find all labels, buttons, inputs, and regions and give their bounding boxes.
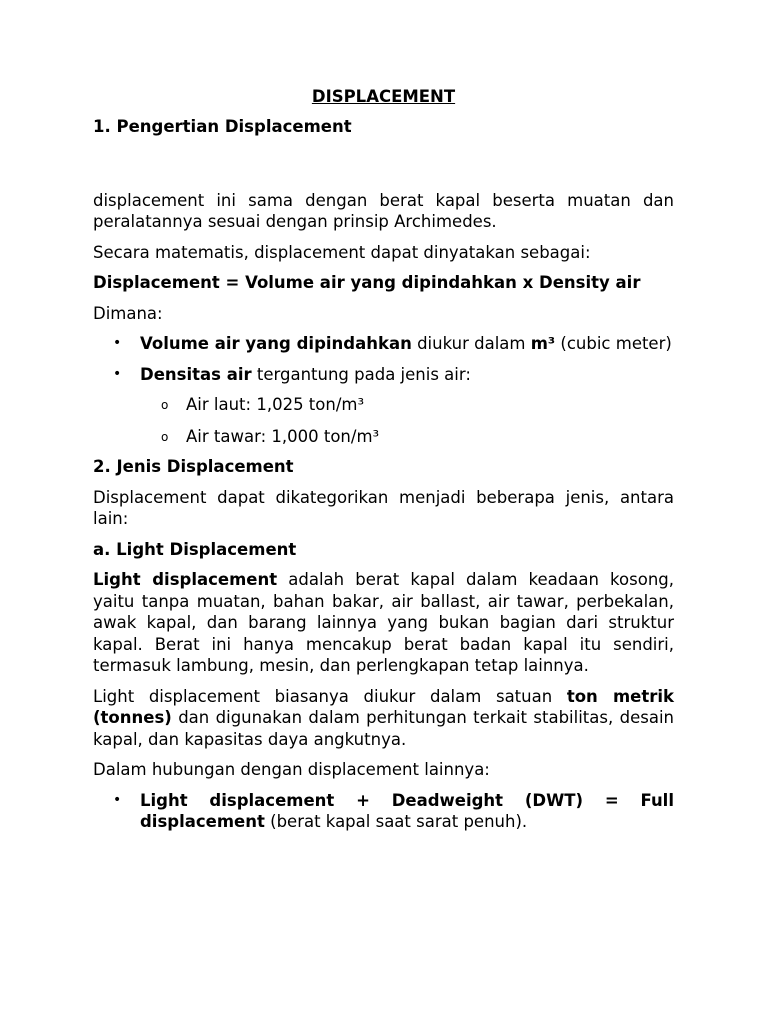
- bullet-text: tergantung pada jenis air:: [251, 364, 471, 384]
- paragraph-text: Light displacement biasanya diukur dalam satuan: [93, 686, 567, 706]
- paragraph-light-displacement: [93, 569, 674, 677]
- bullet-text: (cubic meter): [555, 334, 672, 353]
- bullet-icon: •: [113, 335, 122, 351]
- circle-bullet-icon: o: [161, 429, 169, 444]
- paragraph-units: [93, 686, 674, 751]
- paragraph-math-intro: Secara matematis, displacement dapat dinyatakan sebagai:: [93, 242, 591, 262]
- section-1-heading: 1. Pengertian Displacement: [93, 117, 352, 136]
- bold-term: Light displacement: [93, 570, 278, 589]
- document-title: DISPLACEMENT: [311, 87, 456, 106]
- sub-list-item: [93, 426, 674, 448]
- paragraph-relation: Dalam hubungan dengan displacement lainnya:: [93, 760, 490, 779]
- list-item: [93, 364, 674, 386]
- section-2-heading: 2. Jenis Displacement: [93, 457, 294, 476]
- bullet-text: diukur dalam: [411, 334, 531, 353]
- formula: Displacement = Volume air yang dipindahkan x Density air: [93, 273, 641, 292]
- bullet-icon: •: [113, 365, 122, 382]
- bullet-bold: Volume air yang dipindahkan: [140, 334, 412, 353]
- circle-bullet-icon: o: [161, 398, 169, 412]
- paragraph-categories: Displacement dapat dikategorikan menjadi beberapa jenis, antara lain:: [93, 487, 674, 528]
- sub-item-text: Air laut: 1,025 ton/m³: [186, 395, 365, 414]
- sub-item-text: Air tawar: 1,000 ton/m³: [186, 426, 380, 446]
- paragraph-text: adalah berat kapal dalam keadaan kosong, yaitu tanpa muatan, bahan bakar, air ballast, air tawar, perbekalan, awak kapal, dan barang lainnya yang bukan bagian dari struktur kapal. Berat ini hanya mencakup berat badan kapal itu sendiri, termasuk lambung, mesin, dan perlengkapan tetap lainnya.: [93, 570, 674, 675]
- bullet-bold: Light displacement + Deadweight (DWT) = Full displacement: [140, 790, 674, 831]
- paragraph-dimana: Dimana:: [93, 303, 163, 323]
- bullet-list-2: [93, 790, 674, 833]
- subsection-a-heading: a. Light Displacement: [93, 539, 297, 559]
- list-item: [93, 790, 674, 833]
- bullet-bold: Densitas air: [140, 364, 252, 384]
- bold-term: ton metrik (tonnes): [93, 686, 674, 727]
- sub-bullet-list: [93, 394, 674, 447]
- bullet-icon: •: [113, 791, 122, 808]
- paragraph-text: dan digunakan dalam perhitungan terkait stabilitas, desain kapal, dan kapasitas daya angkutnya.: [93, 708, 674, 749]
- bullet-text: (berat kapal saat sarat penuh).: [264, 812, 528, 831]
- list-item: [93, 333, 674, 355]
- bullet-bold-unit: m³: [530, 334, 556, 353]
- bullet-list-1: [93, 333, 674, 385]
- document-page: [93, 86, 674, 833]
- sub-list-item: [93, 394, 674, 416]
- paragraph-definition: displacement ini sama dengan berat kapal beserta muatan dan peralatannya sesuai dengan prinsip Archimedes.: [93, 190, 674, 231]
